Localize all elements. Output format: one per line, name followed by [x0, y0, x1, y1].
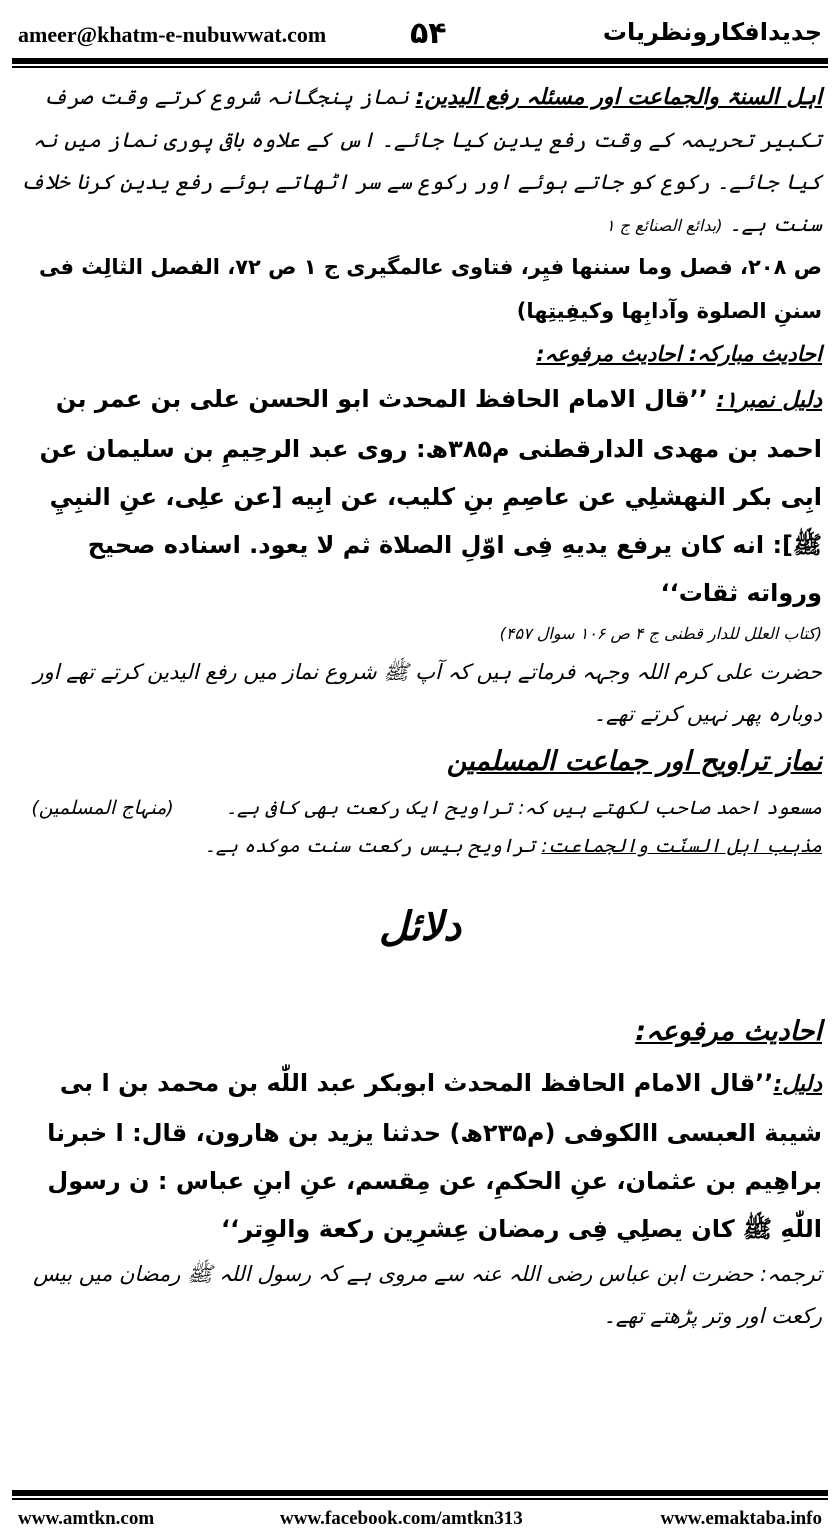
hadith-heading-2: احادیث مرفوعہ:: [635, 1016, 822, 1047]
dalil1-paragraph: [18, 375, 822, 617]
page-number: ۵۴: [410, 16, 447, 51]
footer-link-facebook[interactable]: www.facebook.com/amtkn313: [280, 1508, 523, 1529]
dalil1-label: دلیل نمبر۱:: [716, 388, 822, 413]
hadith-heading-1: احادیث مبارکہ: احادیث مرفوعہ:: [536, 342, 822, 366]
footer-link-emaktaba[interactable]: www.emaktaba.info: [660, 1508, 822, 1529]
dalil2-label: دلیل:: [773, 1072, 822, 1097]
dalail-title: دلائل: [378, 904, 462, 950]
dalil1-reference: (کتاب العلل للدار قطنی ج ۴ ص ۱۰۶ سوال ۴۵۷): [499, 624, 822, 643]
header-rule-thick: [12, 58, 828, 64]
madhhab-text: تراویح بیس رکعت سنت موکدہ ہے۔: [204, 835, 542, 857]
footer-rule-thin: [12, 1498, 828, 1500]
masud-reference: (منہاج المسلمین): [31, 797, 174, 819]
madhhab-line: [18, 827, 822, 865]
section2-heading: نماز تراویح اور جماعت المسلمین: [446, 746, 822, 777]
footer-rule-thick: [12, 1490, 828, 1496]
section1-lead: اہل السنۃ والجماعت اور مسئلہ رفع الیدین:: [415, 85, 822, 110]
book-title: جدیدافکارونظریات: [602, 18, 822, 46]
page-footer: [18, 1508, 822, 1534]
dalil1-text: ’’قال الامام الحافظ المحدث ابو الحسن على بن عمر بن احمد بن مهدى الدارقطنى م۳۸۵ھ: روى عبد الرحِيمِ بن سليمان عن ابِى بكر النهشلِي عن عاصِمِ بنِ كليب، عن ابِيه [عن علِى، عنِ النبِيِ ﷺ]: انه كان يرفع يديهِ فِى اوّلِ الصلاة ثم لا يعود. اسناده صحيح ورواته ثقات‘‘: [39, 385, 822, 607]
header-rule-thin: [12, 66, 828, 68]
section1-reference: ص ۲۰۸، فصل وما سننها فيِر، فتاوی عالمگیری ج ۱ ص ۷۲، الفصل الثالِث فی سننِ الصلوة وآدابِها وكيفِيتِها): [39, 255, 822, 323]
section1-ref-open: (بدائع الصنائع ج ۱: [605, 216, 723, 235]
dalil1-translation: حضرت علی کرم اللہ وجہہ فرماتے ہیں کہ آپ ﷺ شروع نماز میں رفع الیدین کرتے تھے اور دوبارہ پھر نہیں کرتے تھے۔: [33, 660, 822, 726]
masud-line: [18, 789, 822, 827]
footer-link-amtkn[interactable]: www.amtkn.com: [18, 1508, 155, 1529]
section1-text: نماز پنجگانہ شروع کرتے وقت صرف تکبیر تحریمہ کے وقت رفع یدین کیا جائے۔ اس کے علاوہ باقی پوری نماز میں نہ کیا جائے۔ رکوع کو جاتے ہوئے اور رکوع سے سر اٹھاتے ہوئے رفع یدین کرنا خلاف سنت ہے۔: [20, 85, 822, 236]
section1-paragraph: [18, 76, 822, 245]
dalil2-text: ’’قال الامام الحافظ المحدث ابوبكر عبد اللّٰه بن محمد بن ا بى شيبة العبسى االكوفى (م۲۳۵ھ) حدثنا يزيد بن هارون، قال: ا خبرنا براهِيم بن عثمان، عنِ الحكمِ، عن مِقسم، عنِ ابنِ عباس : ن رسول اللّٰهِ ﷺ كان يصلِي فِى رمضان عِشرِين ركعة والوِتر‘‘: [47, 1069, 822, 1243]
page-content: [18, 76, 822, 1460]
dalil2-paragraph: [18, 1059, 822, 1253]
madhhab-lead: مذہب اہل السنّت والجماعت:: [541, 835, 822, 857]
header-email[interactable]: ameer@khatm-e-nubuwwat.com: [18, 22, 327, 47]
dalil2-translation: ترجمہ: حضرت ابن عباس رضی اللہ عنہ سے مروی ہے کہ رسول اللہ ﷺ رمضان میں بیس رکعت اور وتر پڑھتے تھے۔: [33, 1262, 822, 1328]
page-header: [18, 14, 822, 54]
masud-text: مسعود احمد صاحب لکھتے ہیں کہ: تراویح ایک رکعت بھی کافی ہے۔: [225, 797, 822, 819]
